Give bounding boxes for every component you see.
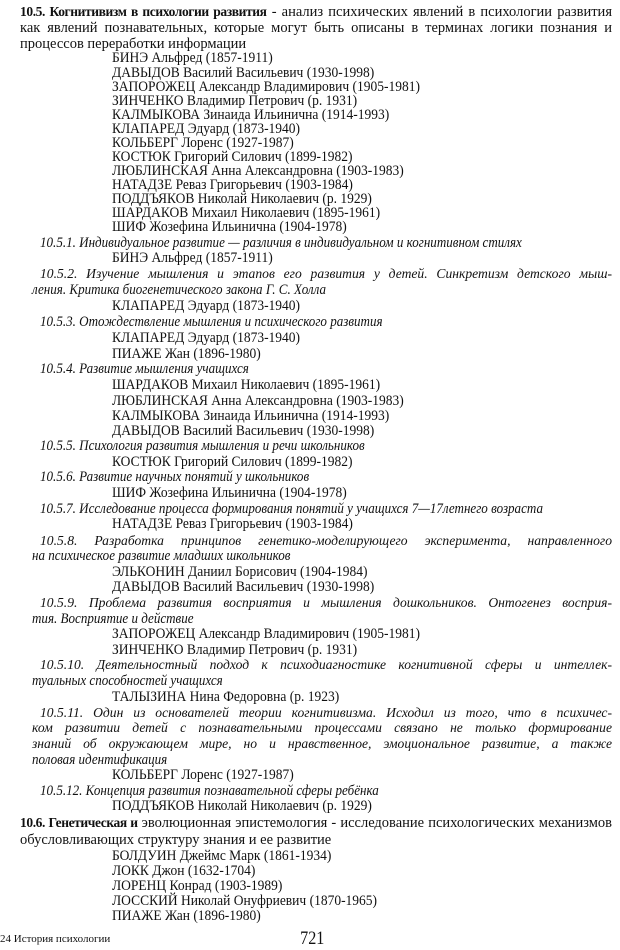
subsection-line: половая идентификация: [32, 752, 168, 768]
subsection-line: 10.5.3. Отождествление мышления и психического развития: [40, 314, 383, 330]
person-entry: ЛЮБЛИНСКАЯ Анна Александровна (1903-1983): [112, 163, 404, 179]
person-entry: ПИАЖЕ Жан (1896-1980): [112, 346, 261, 362]
section-heading: [20, 4, 612, 20]
person-entry: КОСТЮК Григорий Силович (1899-1982): [112, 454, 353, 470]
person-entry: БИНЭ Альфред (1857-1911): [112, 250, 273, 266]
subsection-line: знаний об окружающем мире, но и нравственное, эмоциональное развитие, а также: [32, 736, 612, 751]
body-text-line: обусловливающих структуру знания и ее развитие: [20, 832, 332, 848]
person-entry: НАТАДЗЕ Реваз Григорьевич (1903-1984): [112, 177, 353, 193]
person-entry: ШАРДАКОВ Михаил Николаевич (1895-1961): [112, 205, 381, 221]
person-entry: ЛОССКИЙ Николай Онуфриевич (1870-1965): [112, 893, 378, 909]
section-description: эволюционная эпистемология - исследование психологических механизмов: [137, 815, 613, 831]
subsection-line: 10.5.9. Проблема развития восприятия и мышления дошкольников. Онтогенез восприя-: [40, 595, 612, 610]
person-entry: КОСТЮК Григорий Силович (1899-1982): [112, 149, 353, 165]
person-entry: ДАВЫДОВ Василий Васильевич (1930-1998): [112, 579, 375, 595]
person-entry: ПИАЖЕ Жан (1896-1980): [112, 908, 261, 924]
subsection-line: 10.5.5. Психология развития мышления и речи школьников: [40, 438, 365, 454]
person-entry: ДАВЫДОВ Василий Васильевич (1930-1998): [112, 65, 375, 81]
person-entry: ПОДДЪЯКОВ Николай Николаевич (р. 1929): [112, 191, 372, 207]
person-entry: НАТАДЗЕ Реваз Григорьевич (1903-1984): [112, 516, 353, 532]
subsection-line: тия. Восприятие и действие: [32, 611, 194, 627]
person-entry: КОЛЬБЕРГ Лоренс (1927-1987): [112, 767, 294, 783]
subsection-line: 10.5.1. Индивидуальное развитие — различия в индивидуальном и когнитивном стилях: [40, 235, 522, 251]
person-entry: ЭЛЬКОНИН Даниил Борисович (1904-1984): [112, 564, 368, 580]
footer-signature: 24 История психологии: [0, 933, 111, 945]
section-heading: [20, 815, 612, 831]
section-title: 10.6. Генетическая и: [20, 815, 138, 830]
subsection-line: на психическое развитие младших школьников: [32, 548, 291, 564]
subsection-line: ком развитии детей с познавательными процессами связано не только формирование: [32, 720, 612, 735]
person-entry: КЛАПАРЕД Эдуард (1873-1940): [112, 330, 301, 346]
person-entry: КАЛМЫКОВА Зинаида Ильинична (1914-1993): [112, 107, 390, 123]
section-title: 10.5. Когнитивизм в психологии развития: [20, 4, 267, 19]
body-text-line: как явлений познавательных, которые могут быть описаны в терминах логики познания и: [20, 20, 612, 36]
person-entry: КОЛЬБЕРГ Лоренс (1927-1987): [112, 135, 294, 151]
subsection-line: 10.5.8. Разработка принципов генетико-моделирующего эксперимента, направленного: [40, 533, 612, 548]
person-entry: ДАВЫДОВ Василий Васильевич (1930-1998): [112, 423, 375, 439]
person-entry: ШАРДАКОВ Михаил Николаевич (1895-1961): [112, 377, 381, 393]
section-description: - анализ психических явлений в психологии развития: [266, 4, 612, 20]
subsection-line: 10.5.10. Деятельностный подход к психодиагностике когнитивной сферы и интеллек-: [40, 657, 612, 672]
subsection-line: 10.5.2. Изучение мышления и этапов его развития у детей. Синкретизм детского мыш-: [40, 266, 612, 281]
person-entry: ТАЛЫЗИНА Нина Федоровна (р. 1923): [112, 689, 340, 705]
subsection-line: 10.5.7. Исследование процесса формирования понятий у учащихся 7—17летнего возраста: [40, 501, 543, 517]
page-number: 721: [300, 928, 325, 949]
subsection-line: 10.5.6. Развитие научных понятий у школьников: [40, 469, 310, 485]
person-entry: ЛОРЕНЦ Конрад (1903-1989): [112, 878, 283, 894]
person-entry: ЗАПОРОЖЕЦ Александр Владимирович (1905-1981): [112, 626, 420, 642]
person-entry: ЛЮБЛИНСКАЯ Анна Александровна (1903-1983): [112, 393, 404, 409]
person-entry: ШИФ Жозефина Ильинична (1904-1978): [112, 219, 347, 235]
person-entry: ЗАПОРОЖЕЦ Александр Владимирович (1905-1981): [112, 79, 420, 95]
person-entry: КАЛМЫКОВА Зинаида Ильинична (1914-1993): [112, 408, 390, 424]
person-entry: ПОДДЪЯКОВ Николай Николаевич (р. 1929): [112, 798, 372, 814]
subsection-line: туальных способностей учащихся: [32, 673, 223, 689]
subsection-line: 10.5.12. Концепция развития познавательной сферы ребёнка: [40, 783, 379, 799]
person-entry: БИНЭ Альфред (1857-1911): [112, 50, 273, 66]
person-entry: КЛАПАРЕД Эдуард (1873-1940): [112, 121, 301, 137]
person-entry: КЛАПАРЕД Эдуард (1873-1940): [112, 298, 301, 314]
body-text-line: процессов переработки информации: [20, 36, 247, 52]
person-entry: ЗИНЧЕНКО Владимир Петрович (р. 1931): [112, 642, 358, 658]
person-entry: ШИФ Жозефина Ильинична (1904-1978): [112, 485, 347, 501]
subsection-line: 10.5.11. Один из основателей теории когнитивизма. Исходил из того, что в психичес-: [40, 705, 612, 720]
person-entry: БОЛДУИН Джеймс Марк (1861-1934): [112, 848, 332, 864]
person-entry: ЛОКК Джон (1632-1704): [112, 863, 256, 879]
subsection-line: 10.5.4. Развитие мышления учащихся: [40, 361, 249, 377]
subsection-line: ления. Критика биогенетического закона Г. С. Холла: [32, 282, 327, 298]
person-entry: ЗИНЧЕНКО Владимир Петрович (р. 1931): [112, 93, 358, 109]
